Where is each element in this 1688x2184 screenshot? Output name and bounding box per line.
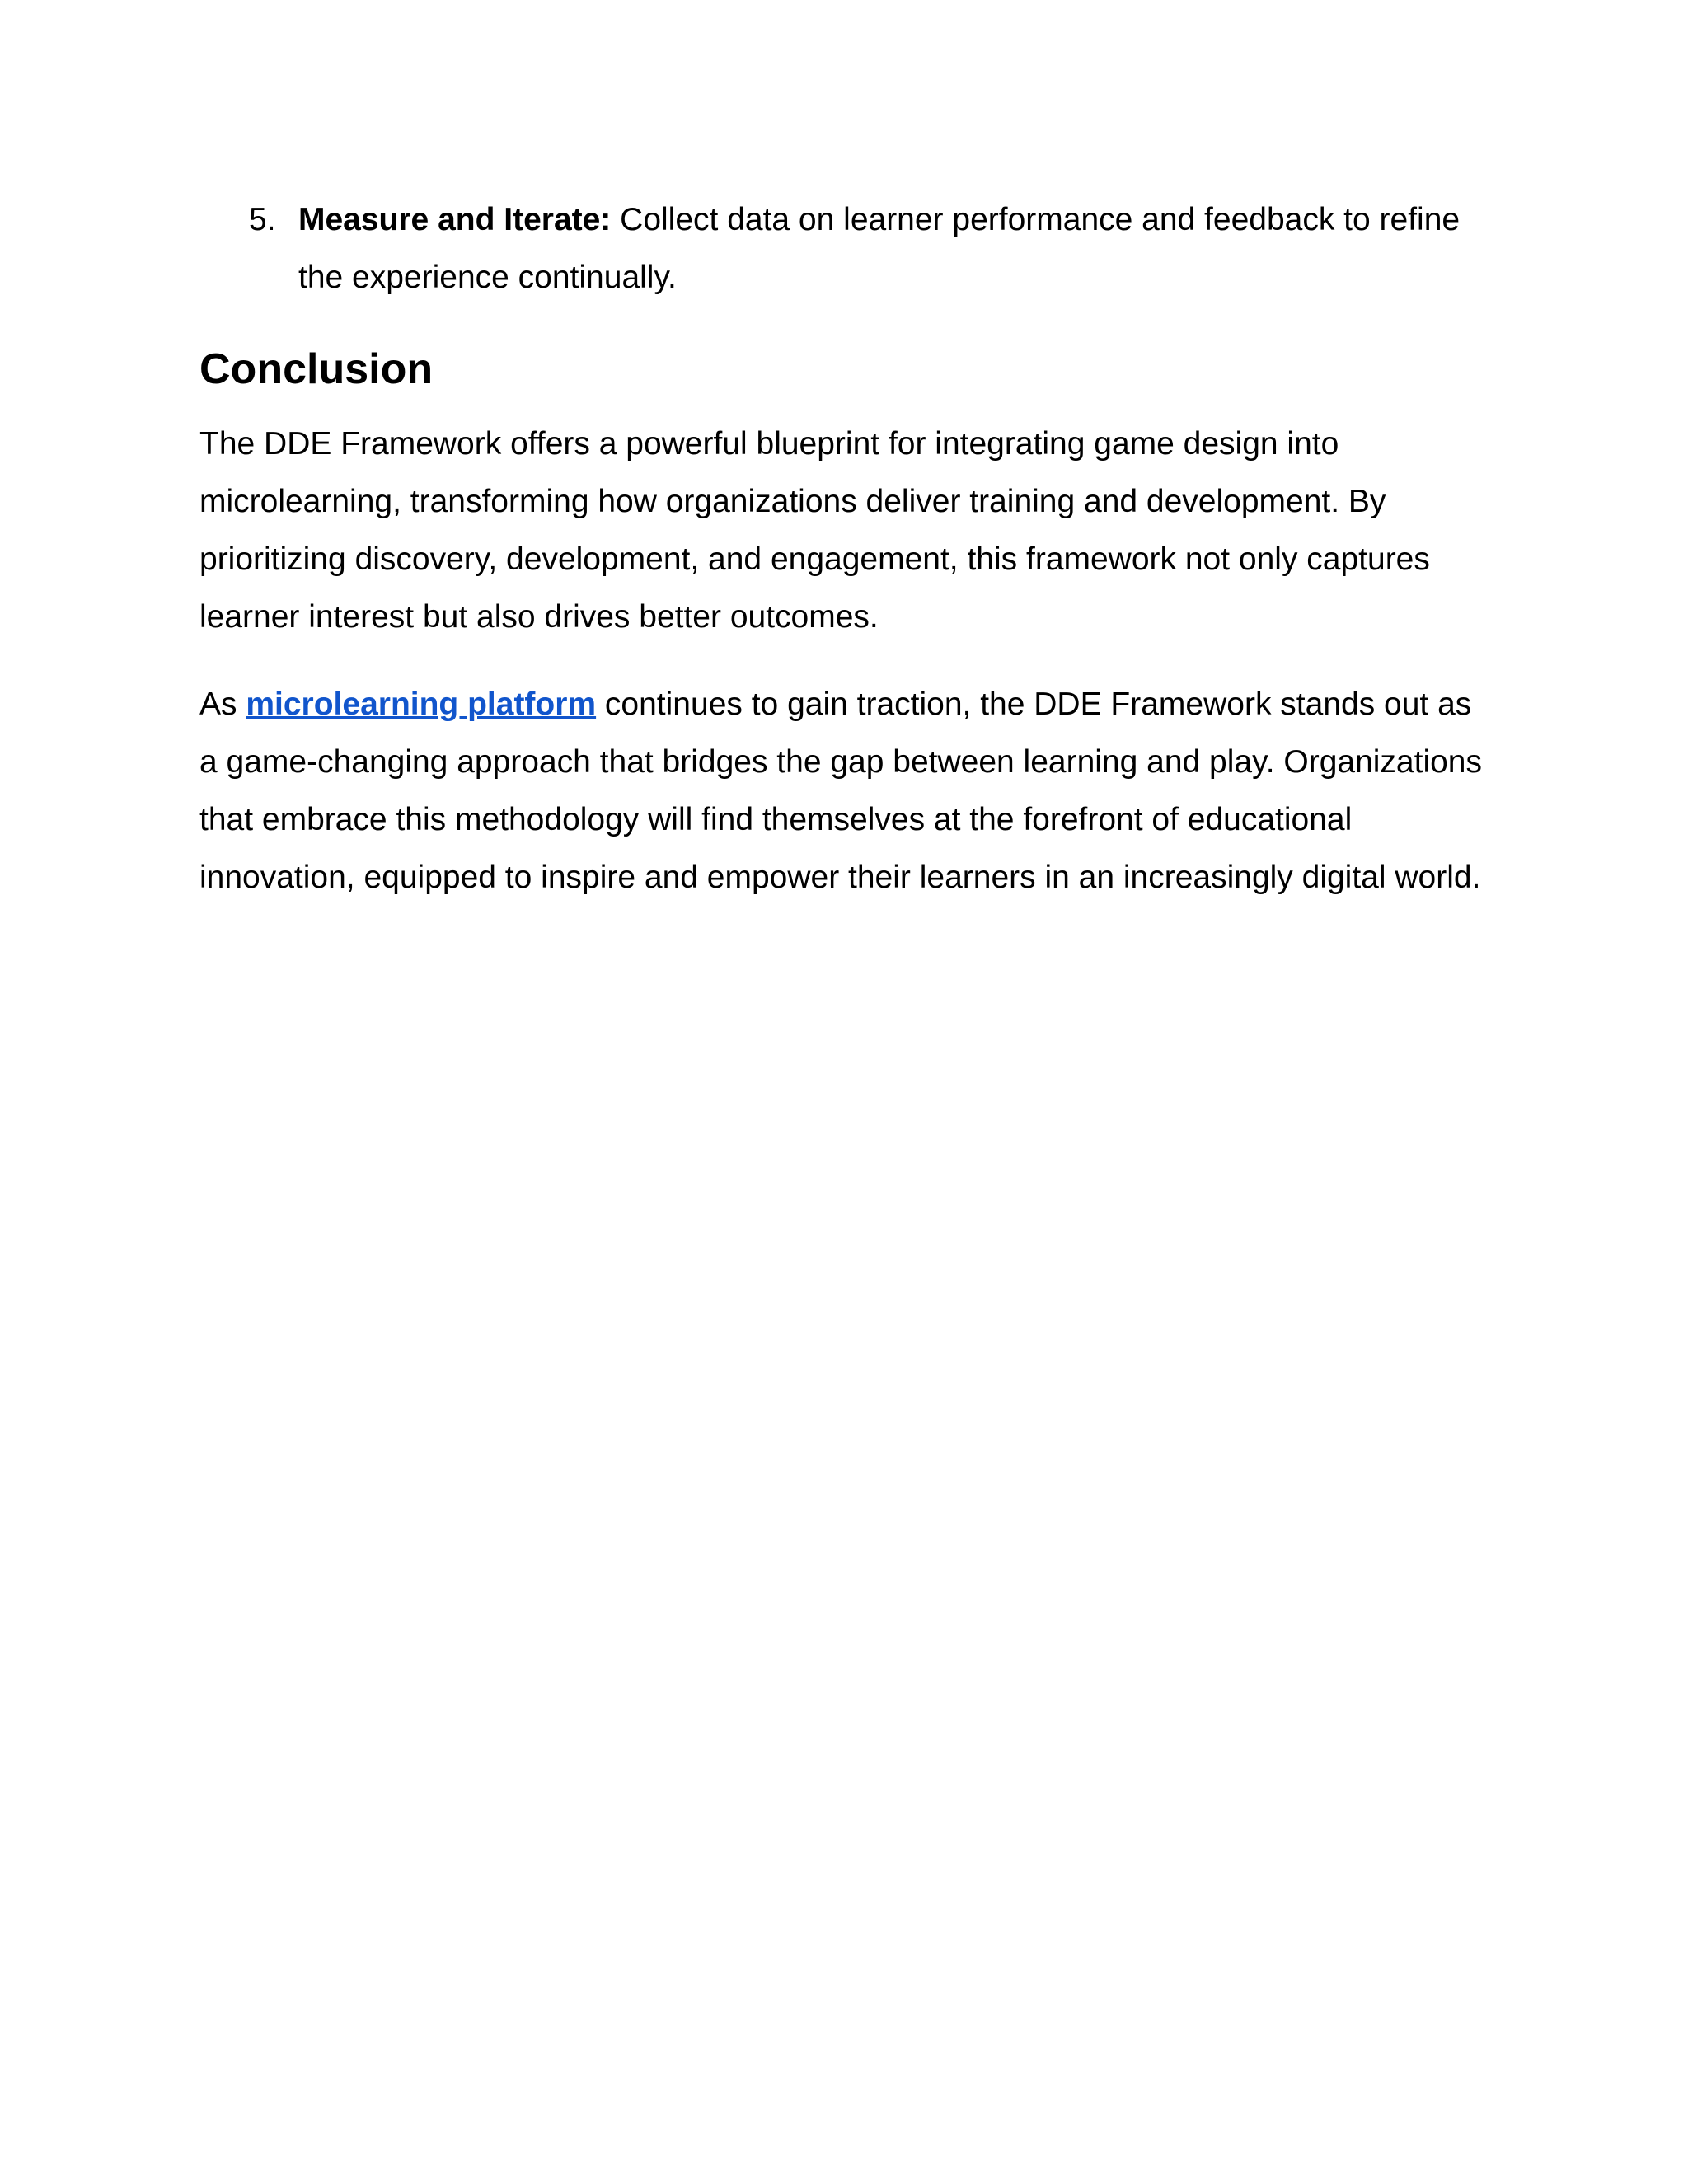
conclusion-paragraph-2 [199,676,1493,907]
list-item-term: Measure and Iterate: [298,202,612,237]
section-heading-conclusion: Conclusion [199,345,434,393]
list-number: 5. [249,202,276,237]
paragraph-2-suffix: continues to gain traction, the DDE Framework stands out as a game-changing approach that bridges the gap between learning and play. Organizations that embrace this methodology will find themselves at the forefront of educational innovation, equipped to inspire and empower their learners in an increasingly digital world. [199,687,1483,895]
document-body [199,191,1493,936]
conclusion-paragraph-1: The DDE Framework offers a powerful blueprint for integrating game design into microlearning, transforming how organizations deliver training and development. By prioritizing discovery, development, and engagement, this framework not only captures learner interest but also drives better outcomes. [199,426,1430,635]
paragraph-2-prefix: As [199,687,246,722]
list-item-text: Collect data on learner performance and feedback to refine the experience continually. [298,202,1461,295]
microlearning-platform-link[interactable]: microlearning platform [246,687,597,722]
numbered-list-item [199,191,1493,307]
